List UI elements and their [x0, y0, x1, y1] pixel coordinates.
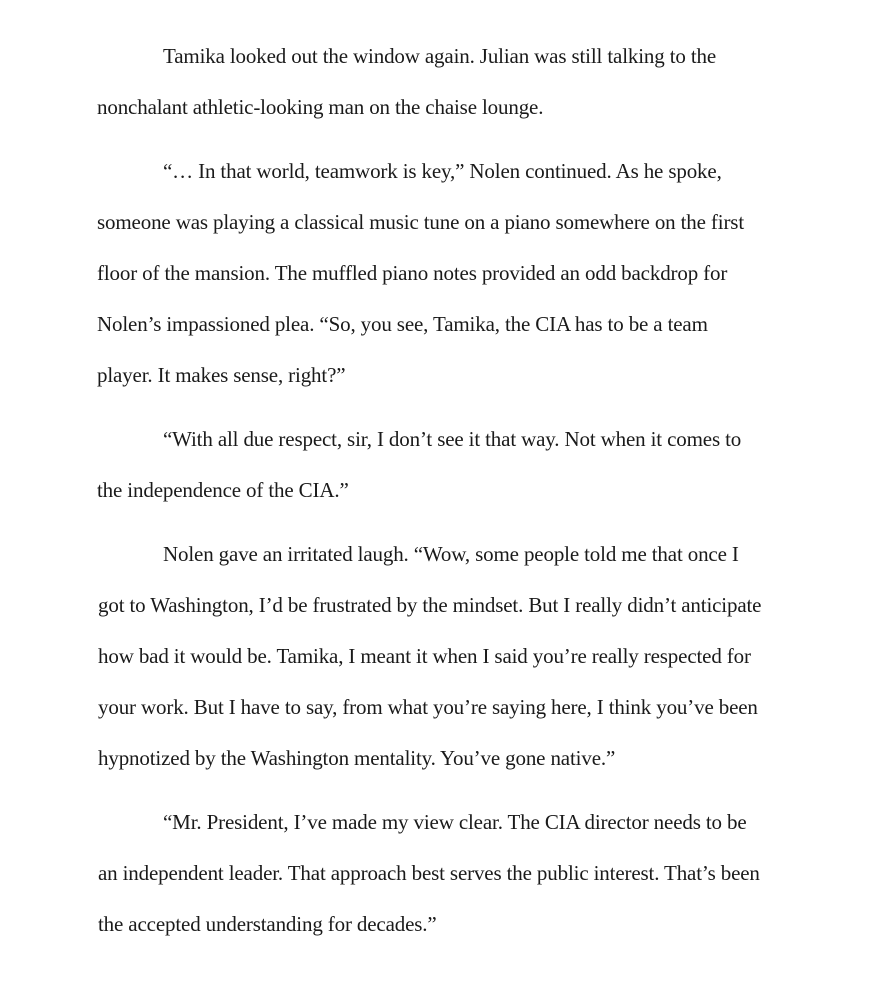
paragraph-4-line-5: hypnotized by the Washington mentality. You’ve gone native.” — [98, 746, 616, 770]
paragraph-5-line-1: “Mr. President, I’ve made my view clear. The CIA director needs to be — [163, 810, 747, 834]
paragraph-4-line-3: how bad it would be. Tamika, I meant it when I said you’re really respected for — [98, 644, 751, 668]
paragraph-2-line-5: player. It makes sense, right?” — [97, 363, 346, 387]
paragraph-3-line-2: the independence of the CIA.” — [97, 478, 349, 502]
paragraph-4-line-2: got to Washington, I’d be frustrated by the mindset. But I really didn’t anticipate — [98, 593, 762, 617]
paragraph-2-line-1: “… In that world, teamwork is key,” Nolen continued. As he spoke, — [163, 159, 722, 183]
paragraph-1-line-2: nonchalant athletic-looking man on the chaise lounge. — [97, 95, 544, 119]
paragraph-4-line-1: Nolen gave an irritated laugh. “Wow, some people told me that once I — [163, 542, 739, 566]
paragraph-2-line-2: someone was playing a classical music tune on a piano somewhere on the first — [97, 210, 745, 234]
paragraph-4-line-4: your work. But I have to say, from what you’re saying here, I think you’ve been — [98, 695, 758, 719]
paragraph-5-line-3: the accepted understanding for decades.” — [98, 912, 437, 936]
paragraph-2-line-3: floor of the mansion. The muffled piano notes provided an odd backdrop for — [97, 261, 728, 285]
paragraph-5-line-2: an independent leader. That approach best serves the public interest. That’s been — [98, 861, 760, 885]
paragraph-1-line-1: Tamika looked out the window again. Julian was still talking to the — [163, 44, 717, 68]
paragraph-3-line-1: “With all due respect, sir, I don’t see it that way. Not when it comes to — [163, 427, 742, 451]
paragraph-2-line-4: Nolen’s impassioned plea. “So, you see, Tamika, the CIA has to be a team — [97, 312, 708, 336]
